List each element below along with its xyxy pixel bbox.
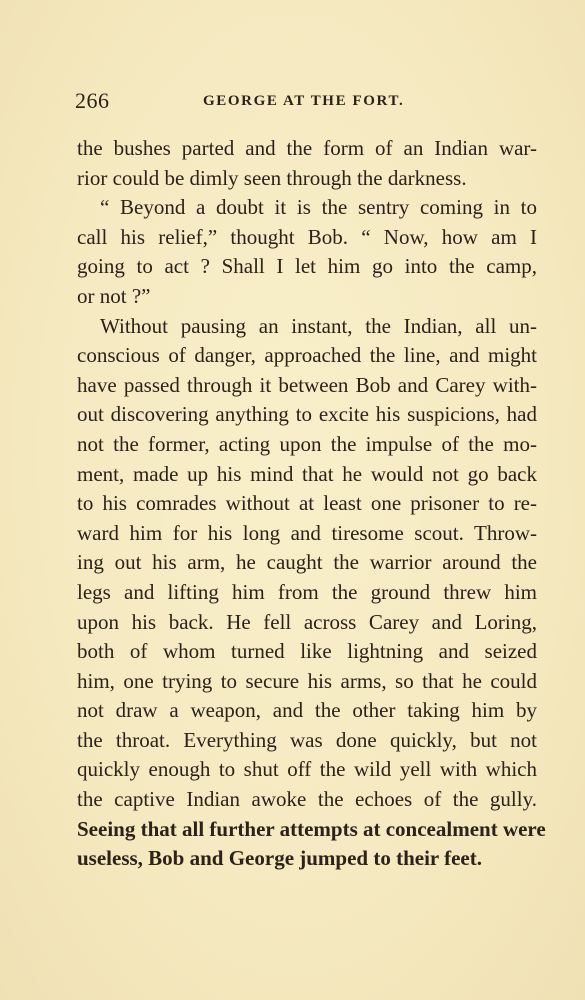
text-line: ment, made up his mind that he would not go back xyxy=(77,461,537,486)
text-line: conscious of danger, approached the line, and might xyxy=(77,343,537,368)
text-line: out discovering anything to excite his suspicions, had xyxy=(77,402,537,427)
text-line: call his relief,” thought Bob. “ Now, how am I xyxy=(77,224,537,249)
page-number: 266 xyxy=(75,88,110,113)
text-line: Without pausing an instant, the Indian, all un- xyxy=(100,313,537,338)
text-line: ward him for his long and tiresome scout. Throw- xyxy=(77,520,537,545)
text-line: ing out his arm, he caught the warrior around the xyxy=(77,550,537,575)
text-line: upon his back. He fell across Carey and Loring, xyxy=(77,609,537,634)
text-line: legs and lifting him from the ground threw him xyxy=(77,579,537,604)
text-line: rior could be dimly seen through the darkness. xyxy=(77,165,467,190)
text-line: Seeing that all further attempts at concealment were xyxy=(77,816,546,841)
text-line: going to act ? Shall I let him go into the camp, xyxy=(77,254,537,279)
text-line: quickly enough to shut off the wild yell with which xyxy=(77,757,537,782)
text-line: him, one trying to secure his arms, so that he could xyxy=(77,668,537,693)
text-line: the captive Indian awoke the echoes of the gully. xyxy=(77,787,537,812)
text-line: “ Beyond a doubt it is the sentry coming in to xyxy=(100,195,537,220)
text-line: or not ?” xyxy=(77,283,151,308)
text-line: the bushes parted and the form of an Indian war- xyxy=(77,136,537,160)
text-line: to his comrades without at least one prisoner to re- xyxy=(77,491,537,516)
page-header xyxy=(75,88,545,118)
text-line: the throat. Everything was done quickly, but not xyxy=(77,727,537,752)
text-line: both of whom turned like lightning and seized xyxy=(77,639,537,664)
text-line: not draw a weapon, and the other taking him by xyxy=(77,698,537,723)
text-line: useless, Bob and George jumped to their feet. xyxy=(77,846,482,871)
running-head: GEORGE AT THE FORT. xyxy=(203,93,405,109)
text-line: not the former, acting upon the impulse of the mo- xyxy=(77,431,537,456)
text-line: have passed through it between Bob and Carey with- xyxy=(77,372,537,397)
body-text xyxy=(77,134,546,874)
